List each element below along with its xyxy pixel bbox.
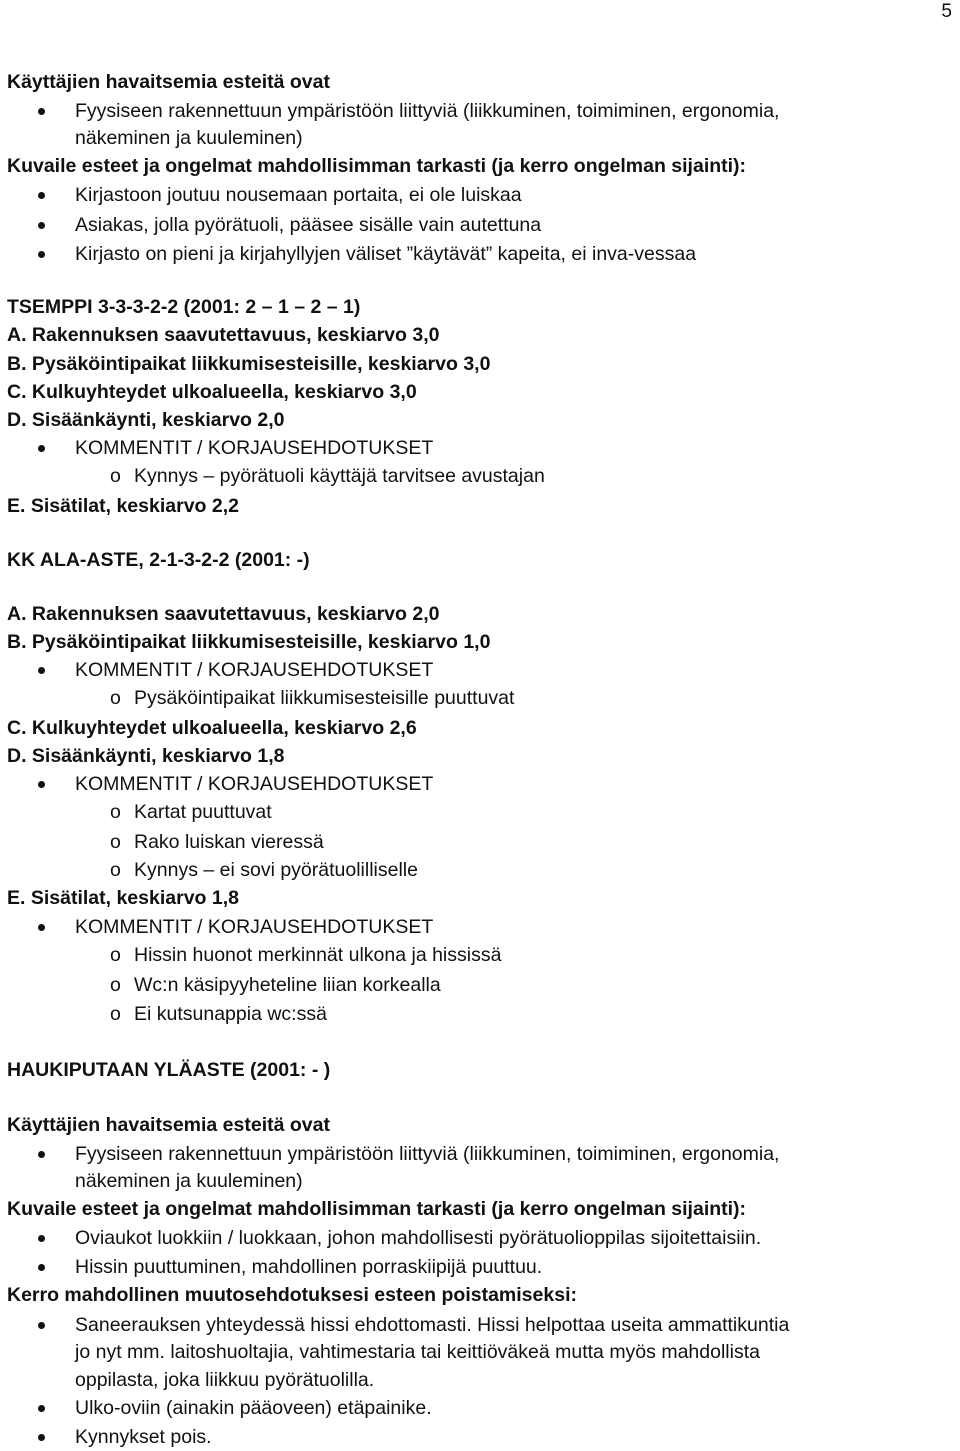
sub-bullet-item-13 [110,462,545,490]
bullet-item-37: Hissin puuttuminen, mahdollinen porraskiipijä puuttuu. [75,1253,542,1281]
sub-bullet-text: Ei kutsunappia wc:ssä [134,1003,327,1025]
sub-bullet-text: Kynnys – pyörätuoli käyttäjä tarvitsee avustajan [134,465,545,487]
sub-bullet-text: Rako luiskan vieressä [134,831,324,853]
heading-8: A. Rakennuksen saavutettavuus, keskiarvo 3,0 [7,324,440,346]
bullet-item-1: Fyysiseen rakennettuun ympäristöön liittyviä (liikkuminen, toimiminen, ergonomia, [75,97,779,125]
heading-35: Kuvaile esteet ja ongelmat mahdollisimman tarkasti (ja kerro ongelman sijainti): [7,1198,747,1220]
sub-bullet-marker: o [110,831,121,853]
sub-bullet-item-30 [110,1000,327,1028]
heading-14: E. Sisätilat, keskiarvo 2,2 [7,495,239,517]
bullet-continuation-2: näkeminen ja kuuleminen) [75,127,303,149]
bullet-item-12: KOMMENTIT / KORJAUSEHDOTUKSET [75,434,433,462]
sub-bullet-text: Kartat puuttuvat [134,801,272,823]
sub-bullet-item-19 [110,684,514,712]
sub-bullet-text: Hissin huonot merkinnät ulkona ja hississä [134,944,502,966]
sub-bullet-item-29 [110,971,441,999]
heading-7: TSEMPPI 3-3-3-2-2 (2001: 2 – 1 – 2 – 1) [7,296,361,318]
bullet-item-27: KOMMENTIT / KORJAUSEHDOTUKSET [75,913,433,941]
heading-15: KK ALA-ASTE, 2-1-3-2-2 (2001: -) [7,549,310,571]
bullet-item-22: KOMMENTIT / KORJAUSEHDOTUKSET [75,770,433,798]
sub-bullet-item-28 [110,941,501,969]
sub-bullet-marker: o [110,944,121,966]
bullet-item-33: Fyysiseen rakennettuun ympäristöön liittyviä (liikkuminen, toimiminen, ergonomia, [75,1140,779,1168]
page-number: 5 [941,1,952,22]
bullet-item-5: Asiakas, jolla pyörätuoli, pääsee sisälle vain autettuna [75,211,541,239]
bullet-continuation-41: oppilasta, joka liikkuu pyörätuolilla. [75,1369,375,1391]
heading-21: D. Sisäänkäynti, keskiarvo 1,8 [7,745,285,767]
heading-38: Kerro mahdollinen muutosehdotuksesi esteen poistamiseksi: [7,1284,577,1306]
sub-bullet-text: Wc:n käsipyyheteline liian korkealla [134,974,441,996]
heading-32: Käyttäjien havaitsemia esteitä ovat [7,1114,330,1136]
heading-11: D. Sisäänkäynti, keskiarvo 2,0 [7,409,285,431]
heading-17: B. Pysäköintipaikat liikkumisesteisille, keskiarvo 1,0 [7,631,491,653]
bullet-item-39: Saneerauksen yhteydessä hissi ehdottomasti. Hissi helpottaa useita ammattikuntia [75,1311,789,1339]
bullet-continuation-40: jo nyt mm. laitoshuoltajia, vahtimestaria tai keittiöväkeä mutta myös mahdollista [75,1341,760,1363]
sub-bullet-item-23 [110,798,272,826]
bullet-item-36: Oviaukot luokkiin / luokkaan, johon mahdollisesti pyörätuolioppilas sijoitettaisiin. [75,1224,761,1252]
heading-20: C. Kulkuyhteydet ulkoalueella, keskiarvo 2,6 [7,717,417,739]
sub-bullet-marker: o [110,1003,121,1025]
bullet-item-4: Kirjastoon joutuu nousemaan portaita, ei ole luiskaa [75,181,522,209]
bullet-continuation-34: näkeminen ja kuuleminen) [75,1170,303,1192]
heading-26: E. Sisätilat, keskiarvo 1,8 [7,887,239,909]
sub-bullet-item-24 [110,828,324,856]
bullet-item-18: KOMMENTIT / KORJAUSEHDOTUKSET [75,656,433,684]
sub-bullet-text: Kynnys – ei sovi pyörätuolilliselle [134,859,418,881]
sub-bullet-item-25 [110,856,418,884]
sub-bullet-marker: o [110,801,121,823]
bullet-item-42: Ulko-oviin (ainakin pääoveen) etäpainike. [75,1394,432,1422]
heading-31: HAUKIPUTAAN YLÄASTE (2001: - ) [7,1059,331,1081]
sub-bullet-marker: o [110,687,121,709]
heading-0: Käyttäjien havaitsemia esteitä ovat [7,71,330,93]
bullet-item-43: Kynnykset pois. [75,1423,212,1451]
sub-bullet-text: Pysäköintipaikat liikkumisesteisille puuttuvat [134,687,515,709]
heading-10: C. Kulkuyhteydet ulkoalueella, keskiarvo 3,0 [7,381,417,403]
sub-bullet-marker: o [110,974,121,996]
bullet-item-6: Kirjasto on pieni ja kirjahyllyjen väliset ”käytävät” kapeita, ei inva-vessaa [75,240,696,268]
heading-9: B. Pysäköintipaikat liikkumisesteisille, keskiarvo 3,0 [7,353,491,375]
heading-3: Kuvaile esteet ja ongelmat mahdollisimman tarkasti (ja kerro ongelman sijainti): [7,155,747,177]
sub-bullet-marker: o [110,465,121,487]
sub-bullet-marker: o [110,859,121,881]
heading-16: A. Rakennuksen saavutettavuus, keskiarvo 2,0 [7,603,440,625]
